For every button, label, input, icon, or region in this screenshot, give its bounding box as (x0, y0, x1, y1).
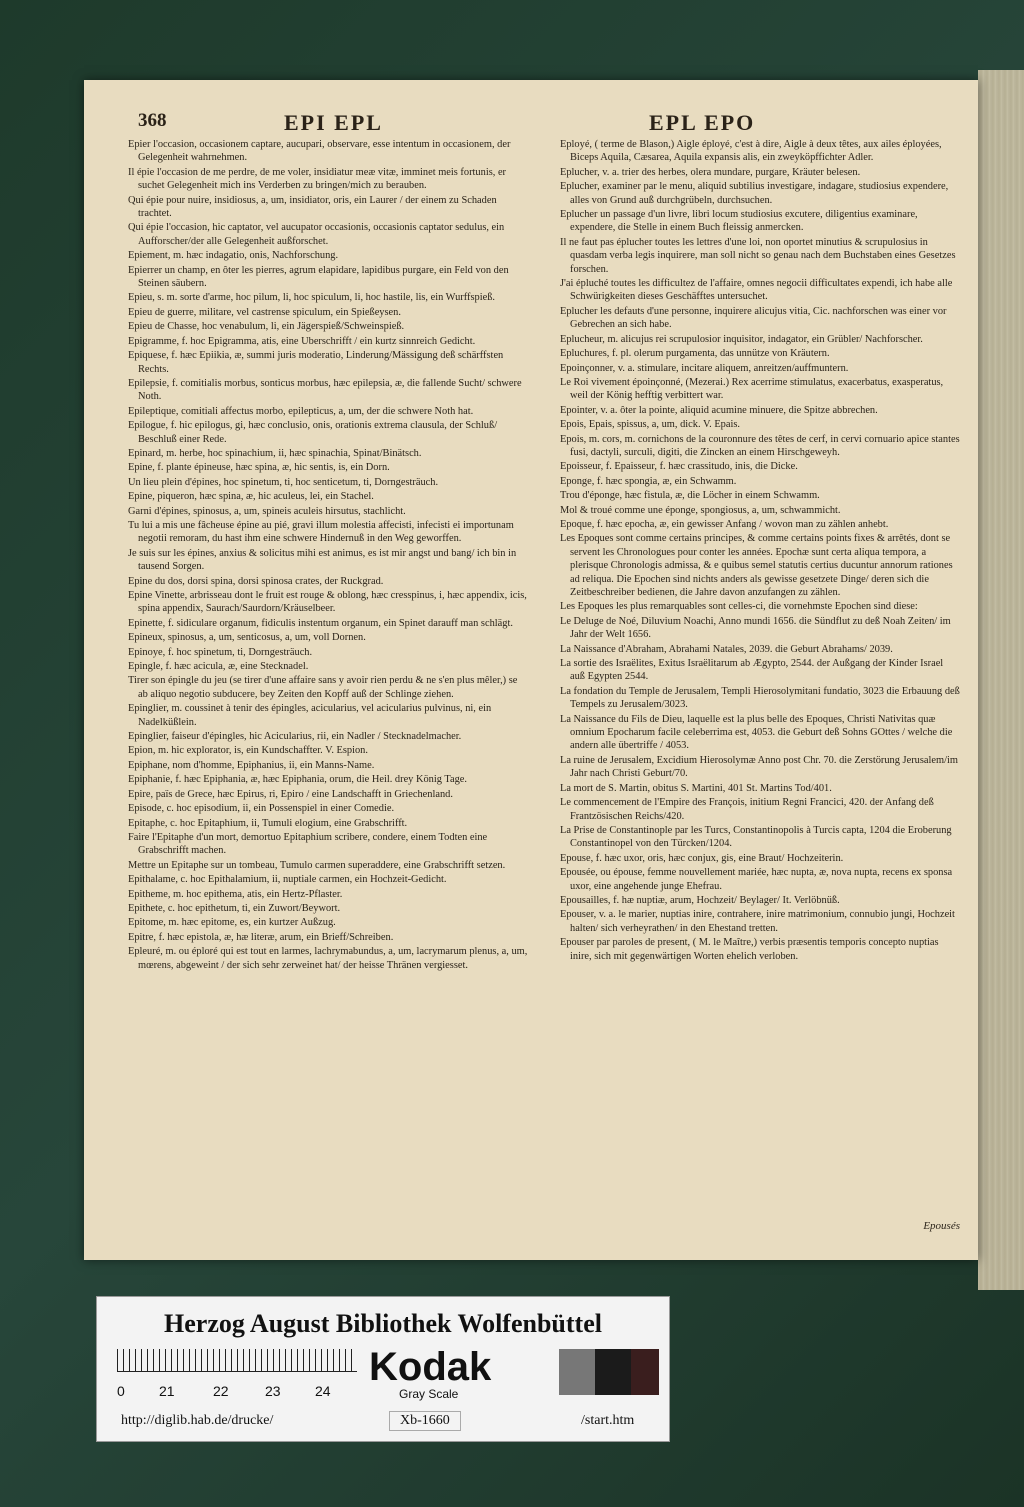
book-page (84, 80, 978, 1260)
dictionary-entry: Epouser, v. a. le marier, nuptias inire, contrahere, inire matrimonium, connubio jungi, Hochzeit halten/ sich verheyrathen/ in den Ehestand tretten. (560, 909, 955, 934)
dictionary-entry: La mort de S. Martin, obitus S. Martini, 401 St. Martins Tod/401. (560, 782, 832, 794)
dictionary-entry: Epine Vinette, arbrisseau dont le fruit est rouge & oblong, hæc cresspinus, i, hæc appendix, icis, spina appendix, Saurach/Saurdorn/Kräuselbeer. (128, 590, 527, 615)
dictionary-entry: Epiphane, nom d'homme, Epiphanius, ii, ein Manns-Name. (128, 759, 375, 771)
dictionary-entry: Epinette, f. sidiculare organum, fidiculis instentum organum, ein Spinet darauff man schlägt. (128, 617, 513, 629)
dictionary-entry: Epithete, c. hoc epithetum, ti, ein Zuwort/Beywort. (128, 902, 341, 914)
dictionary-entry: Epineux, spinosus, a, um, senticosus, a, um, voll Dornen. (128, 632, 366, 644)
dictionary-entry: La Naissance d'Abraham, Abrahami Natales, 2039. die Geburt Abrahams/ 2039. (560, 643, 893, 655)
dictionary-entry: Epingle, f. hæc acicula, æ, eine Stecknadel. (128, 661, 309, 673)
measurement-ruler (117, 1349, 357, 1372)
dictionary-entry: La ruine de Jerusalem, Excidium Hierosolymæ Anno post Chr. 70. die Zerstörung Jerusalem/im Jahr nach Christi Geburt/70. (560, 754, 958, 780)
guide-word-left: EPI EPL (284, 110, 383, 135)
dictionary-entry: Epinglier, m. coussinet à tenir des épingles, acicularius, vel acicularius pulvinus, ni, ein Nadelküßlein. (128, 703, 492, 728)
ruler-number: 23 (265, 1383, 281, 1399)
dictionary-entry: Epitheme, m. hoc epithema, atis, ein Hertz-Pflaster. (128, 888, 343, 900)
dictionary-entry: Epouse, f. hæc uxor, oris, hæc conjux, gis, eine Braut/ Hochzeiterin. (560, 852, 844, 864)
page-number: 368 (138, 110, 167, 131)
dictionary-entry: Les Epoques les plus remarquables sont celles-ci, die vornehmste Epochen sind diese: (560, 601, 918, 613)
dictionary-entry: Le Deluge de Noé, Diluvium Noachi, Anno mundi 1656. die Sündflut zu deß Noah Zeiten/ im Jahr der Welt 1656. (560, 615, 951, 641)
dictionary-entry: Tu lui a mis une fâcheuse épine au pié, gravi illum molestia affecisti, infecisti ei importunam negotii remoram, du hast ihm eine schwere Hindernuß in den Weg geworffen. (128, 519, 514, 545)
dictionary-entry: Epine du dos, dorsi spina, dorsi spinosa crates, der Ruckgrad. (128, 575, 384, 587)
dictionary-entry: Le commencement de l'Empire des François, initium Regni Francici, 420. der Anfang deß Frantzösischen Reichs/420. (560, 797, 934, 822)
dictionary-entry: Epier l'occasion, occasionem captare, aucupari, observare, esse intentum in occasionem, der Gelegenheit wahrnehmen. (128, 139, 511, 164)
dictionary-entry: Epinard, m. herbe, hoc spinachium, ii, hæc spinachia, Spinat/Binätsch. (128, 447, 422, 459)
dictionary-entry: Epois, Epais, spissus, a, um, dick. V. Epais. (560, 419, 741, 431)
library-label (96, 1296, 670, 1442)
dictionary-entry: Epinoye, f. hoc spinetum, ti, Dorngesträuch. (128, 646, 313, 658)
dictionary-entry: Epousailles, f. hæ nuptiæ, arum, Hochzeit/ Beylager/ It. Verlöbnüß. (560, 894, 840, 906)
dictionary-entry: Epointer, v. a. ôter la pointe, aliquid acumine minuere, die Spitze abbrechen. (560, 404, 878, 416)
catchword: Epousés (923, 1220, 960, 1232)
dictionary-entry: Epouser par paroles de present, ( M. le Maître,) verbis præsentis temporis concepto nuptias inire, sich mit gegenwärtigen Worten ehelich verloben. (560, 937, 939, 962)
dictionary-entry: Epieu, s. m. sorte d'arme, hoc pilum, li, hoc spiculum, li, hoc hastile, lis, ein Wurffspieß. (128, 292, 495, 304)
dictionary-entry: Il épie l'occasion de me perdre, de me voler, insidiatur meæ vitæ, imminet meis fortunis, er suchet Gelegenheit mich ins Verderben zu bringen/mich zu berauben. (128, 166, 507, 192)
url-right: /start.htm (581, 1413, 635, 1428)
dictionary-entry: Epleuré, m. ou éploré qui est tout en larmes, lachrymabundus, a, um, lacrymarum plenus, a, um, mœrens, abgeweint / der sich sehr zerweinet hat/ der heisse Thränen vergiesset. (128, 946, 528, 971)
dictionary-entry: Faire l'Epitaphe d'un mort, demortuo Epitaphium scribere, condere, einem Todten eine Grabschrifft machen. (128, 831, 488, 857)
library-title: Herzog August Bibliothek Wolfenbüttel (164, 1309, 602, 1338)
dictionary-entry: Les Epoques sont comme certains principes, & comme certains points fixes & arrêtés, dont se servent les Chronologues pour conter les années. Epochæ sunt certa aliqua tempora, a plerisque Chronologis admissa, & e quibus semel statutis certius ducuntur annorum rationes ad reliqua. Die Epochen sind nichts anders als gewisse gesetzete Dinge/ deren sich die Zeitbeschreiber bedienen, die Jahre davon anzufangen zu zählen. (560, 533, 953, 598)
dictionary-entry: Eployé, ( terme de Blason,) Aigle éployé, c'est à dire, Aigle à deux têtes, aux ailes éployées, Biceps Aquila, Cæsarea, Aquila expansis alis, ein zweyköpffichter Adler. (560, 139, 942, 164)
right-column (560, 138, 960, 1248)
dictionary-entry: Qui épie l'occasion, hic captator, vel aucupator occasionis, occasionis captator sedulus, ein Aufforscher/der alle Gelegenheit außforschet. (128, 222, 505, 247)
url-row (97, 1413, 669, 1435)
dictionary-entry: Epithalame, c. hoc Epithalamium, ii, nuptiale carmen, ein Hochzeit-Gedicht. (128, 874, 447, 886)
dictionary-entry: Epoinçonner, v. a. stimulare, incitare aliquem, anreitzen/auffmuntern. (560, 362, 849, 374)
ruler-number: 24 (315, 1383, 331, 1399)
dictionary-entry: Eplucher, examiner par le menu, aliquid subtilius investigare, indagare, studiosius expendere, alles von Grund auß durchgrübeln, durchsuchen. (560, 181, 949, 206)
dictionary-entry: Epion, m. hic explorator, is, ein Kundschaffter. V. Espion. (128, 745, 368, 757)
kodak-logo: Kodak (369, 1345, 492, 1389)
dictionary-entry: Epiquese, f. hæc Epiikia, æ, summi juris moderatio, Linderung/Mässigung deß schärffsten Rechts. (128, 350, 504, 375)
dictionary-entry: Epluchures, f. pl. olerum purgamenta, das unnütze von Kräutern. (560, 348, 830, 360)
gray-scale-label: Gray Scale (399, 1387, 459, 1401)
dictionary-entry: Eponge, f. hæc spongia, æ, ein Schwamm. (560, 475, 737, 487)
dictionary-entry: Epierrer un champ, en ôter les pierres, agrum elapidare, lapidibus purgare, ein Feld von den Steinen säubern. (128, 264, 509, 290)
dictionary-entry: Epiement, m. hæc indagatio, onis, Nachforschung. (128, 250, 339, 262)
dictionary-entry: La sortie des Israëlites, Exitus Israëlitarum ab Ægypto, 2544. der Außgang der Kinder Israel auß Egypten 2544. (560, 658, 944, 683)
dictionary-entry: Trou d'éponge, hæc fistula, æ, die Löcher in einem Schwamm. (560, 490, 820, 502)
page-edge (978, 70, 1024, 1290)
dictionary-entry: Il ne faut pas éplucher toutes les lettres d'une loi, non oportet minutius & scrupulosius in quasdam verba legis inquirere, man soll nicht so genau nach dem Buchstaben eines Gesetzes forschen. (560, 236, 956, 275)
dictionary-entry: Epitre, f. hæc epistola, æ, hæ literæ, arum, ein Brieff/Schreiben. (128, 931, 394, 943)
dictionary-entry: Epousée, ou épouse, femme nouvellement mariée, hæc nupta, æ, nova nupta, recens ex sponsa uxor, eine angehende junge Ehefrau. (560, 867, 953, 892)
dictionary-entry: La Prise de Constantinople par les Turcs, Constantinopolis à Turcis capta, 1204 die Eroberung Constantinopel von den Türcken/1204. (560, 824, 952, 850)
dictionary-entry: Eplucher un passage d'un livre, libri locum studiosius excutere, diligentius examinare, expendere, die Stelle in einem Buch fleissig anmercken. (560, 209, 918, 234)
dictionary-entry: Eplucher, v. a. trier des herbes, olera mundare, purgare, Kräuter belesen. (560, 166, 861, 178)
dictionary-entry: Epilogue, f. hic epilogus, gi, hæc conclusio, onis, orationis extrema clausula, der Schluß/ Beschluß einer Rede. (128, 420, 498, 445)
dictionary-entry: Epoque, f. hæc epocha, æ, ein gewisser Anfang / wovon man zu zählen anhebt. (560, 518, 889, 530)
dictionary-entry: Garni d'épines, spinosus, a, um, spineis aculeis hirsutus, stachlicht. (128, 505, 406, 517)
dictionary-entry: Epitome, m. hæc epitome, es, ein kurtzer Außzug. (128, 917, 336, 929)
url-left: http://diglib.hab.de/drucke/ (121, 1413, 274, 1428)
dictionary-entry: Epoisseur, f. Epaisseur, f. hæc crassitudo, inis, die Dicke. (560, 461, 798, 473)
dictionary-entry: Un lieu plein d'épines, hoc spinetum, ti, hoc senticetum, ti, Dorngesträuch. (128, 476, 439, 488)
dictionary-entry: La Naissance du Fils de Dieu, laquelle est la plus belle des Epoques, Christi Nativitas quæ omnium Epocharum facile celeberrima est, 4053. die Geburt deß Sohns GOttes / welche die andern alle übertriffe / 4053. (560, 713, 953, 752)
gray-patch (559, 1349, 595, 1395)
ruler-number: 22 (213, 1383, 229, 1399)
dictionary-entry: Epieu de guerre, militare, vel castrense spiculum, ein Spießeysen. (128, 306, 401, 318)
dictionary-entry: Qui épie pour nuire, insidiosus, a, um, insidiator, oris, ein Laurer / der einem zu Schaden trachtet. (128, 194, 497, 220)
left-column (128, 138, 528, 1248)
dictionary-entry: J'ai épluché toutes les difficultez de l'affaire, omnes negocii difficultates expendi, ich habe alle Schwürigkeiten dieses Geschäfftes untersuchet. (560, 278, 953, 303)
guide-word-right: EPL EPO (649, 110, 756, 135)
gray-patch (595, 1349, 631, 1395)
dictionary-entry: Eplucher les defauts d'une personne, inquirere alicujus vitia, Cic. nachforschen was einer vor Gebrechen an sich habe. (560, 305, 947, 331)
shelfmark: Xb-1660 (389, 1411, 461, 1431)
dictionary-entry: Epire, païs de Grece, hæc Epirus, ri, Epiro / eine Landschafft in Griechenland. (128, 788, 453, 800)
dictionary-entry: Epigramme, f. hoc Epigramma, atis, eine Uberschrifft / ein kurtz sinnreich Gedicht. (128, 335, 476, 347)
dictionary-entry: Epinglier, faiseur d'épingles, hic Acicularius, rii, ein Nadler / Stecknadelmacher. (128, 731, 462, 743)
ruler-number: 0 (117, 1383, 125, 1399)
dictionary-entry: Mol & troué comme une éponge, spongiosus, a, um, schwammicht. (560, 504, 841, 516)
gray-patch (631, 1349, 659, 1395)
dictionary-entry: La fondation du Temple de Jerusalem, Templi Hierosolymitani fundatio, 3023 die Erbauung deß Tempels zu Jerusalem/3023. (560, 685, 960, 711)
dictionary-entry: Epiphanie, f. hæc Epiphania, æ, hæc Epiphania, orum, die Heil. drey König Tage. (128, 774, 468, 786)
dictionary-entry: Epilepsie, f. comitialis morbus, sonticus morbus, hæc epilepsia, æ, die fallende Sucht/ schwere Noth. (128, 377, 522, 403)
dictionary-entry: Tirer son épingle du jeu (se tirer d'une affaire sans y avoir rien perdu & ne s'en plus mêler,) se ab aliquo negotio subducere, bey Zeiten den Kopff auß der Schlinge ziehen. (128, 675, 518, 700)
dictionary-entry: Epitaphe, c. hoc Epitaphium, ii, Tumuli elogium, eine Grabschrifft. (128, 817, 408, 829)
dictionary-entry: Episode, c. hoc episodium, ii, ein Possenspiel in einer Comedie. (128, 803, 395, 815)
dictionary-entry: Epine, f. plante épineuse, hæc spina, æ, hic sentis, is, ein Dorn. (128, 462, 390, 474)
dictionary-entry: Epois, m. cors, m. cornichons de la couronnure des têtes de cerf, in cervi cornuario apice stantes fusi, dactyli, surculi, digiti, die Zincken an einem Hirschgeweyh. (560, 433, 960, 458)
dictionary-entry: Le Roi vivement époinçonné, (Mezerai.) Rex acerrime stimulatus, exacerbatus, exasperatus, weil der König hefftig verbittert war. (560, 376, 944, 402)
dictionary-entry: Mettre un Epitaphe sur un tombeau, Tumulo carmen superaddere, eine Grabschrifft setzen. (128, 859, 506, 871)
dictionary-entry: Eplucheur, m. alicujus rei scrupulosior inquisitor, indagator, ein Grübler/ Nachforscher. (560, 333, 923, 345)
dictionary-entry: Epieu de Chasse, hoc venabulum, li, ein Jägerspieß/Schweinspieß. (128, 321, 405, 333)
ruler-number: 21 (159, 1383, 175, 1399)
dictionary-entry: Epine, piqueron, hæc spina, æ, hic aculeus, lei, ein Stachel. (128, 491, 374, 503)
dictionary-entry: Epileptique, comitiali affectus morbo, epilepticus, a, um, der die schwere Noth hat. (128, 405, 474, 417)
dictionary-entry: Je suis sur les épines, anxius & solicitus mihi est animus, es ist mir angst und bang/ ich bin in tausend Sorgen. (128, 547, 517, 573)
